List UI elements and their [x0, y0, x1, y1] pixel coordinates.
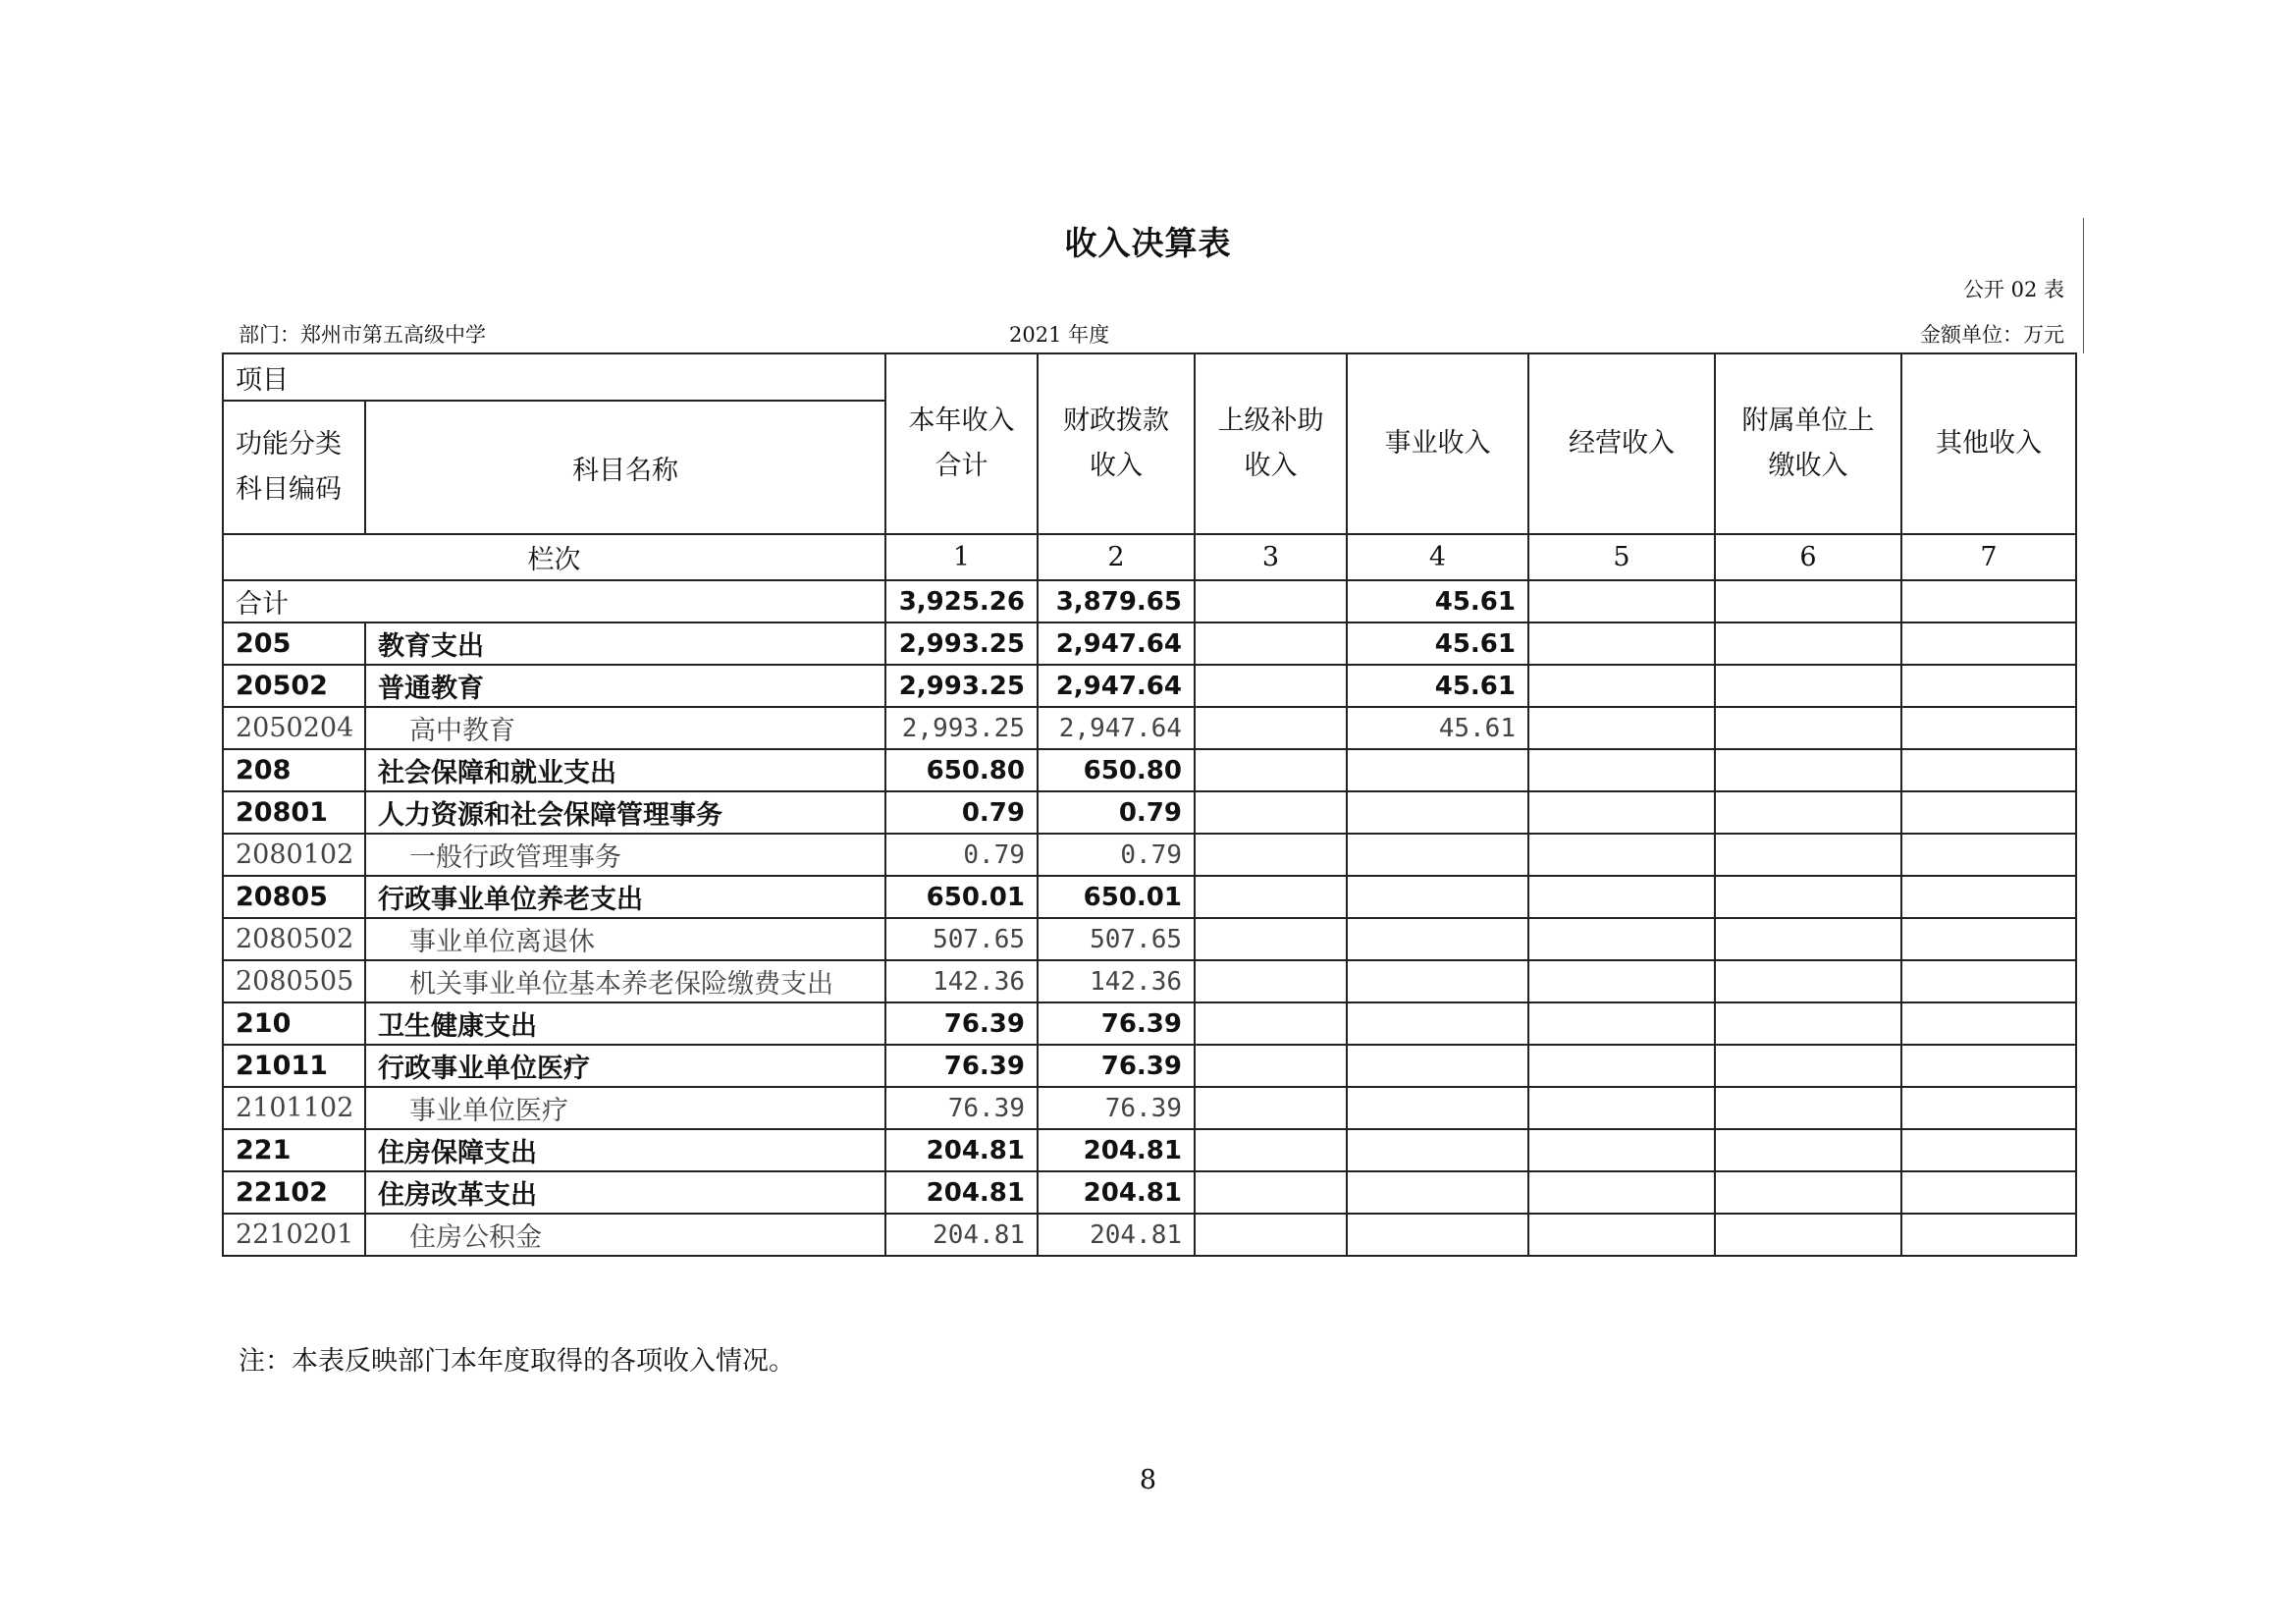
row-value: [1528, 665, 1715, 707]
margin-rule: [2083, 218, 2084, 353]
index-number: 3: [1195, 534, 1347, 580]
header-code: [223, 401, 365, 534]
total-value: [1195, 580, 1347, 623]
index-label: 栏次: [223, 534, 885, 580]
total-value: 3,925.26: [885, 580, 1038, 623]
row-value: [1901, 918, 2076, 960]
row-code: 221: [223, 1129, 365, 1171]
row-value: 76.39: [885, 1002, 1038, 1045]
row-value: [1715, 1002, 1901, 1045]
row-name: 一般行政管理事务: [365, 834, 885, 876]
row-value: [1347, 960, 1528, 1002]
row-code: 20801: [223, 791, 365, 834]
row-value: 650.80: [1038, 749, 1195, 791]
row-name: 高中教育: [365, 707, 885, 749]
department-label: 部门：郑州市第五高级中学: [239, 323, 486, 347]
row-value: [1195, 1129, 1347, 1171]
row-value: 76.39: [885, 1087, 1038, 1129]
row-value: [1347, 749, 1528, 791]
table-row: [223, 665, 2076, 707]
row-value: 2,947.64: [1038, 623, 1195, 665]
row-value: [1347, 1045, 1528, 1087]
row-value: [1715, 791, 1901, 834]
row-value: [1715, 960, 1901, 1002]
row-value: 2,947.64: [1038, 665, 1195, 707]
row-value: [1195, 1002, 1347, 1045]
row-code: 205: [223, 623, 365, 665]
row-value: 76.39: [1038, 1087, 1195, 1129]
row-name: 事业单位离退休: [365, 918, 885, 960]
header-col-7-line1: 其他收入: [1936, 428, 2042, 459]
row-value: [1901, 791, 2076, 834]
row-value: [1715, 834, 1901, 876]
row-value: [1528, 623, 1715, 665]
row-value: [1715, 1171, 1901, 1214]
row-value: [1901, 876, 2076, 918]
row-name: 住房保障支出: [365, 1129, 885, 1171]
row-value: [1715, 665, 1901, 707]
row-name: 行政事业单位养老支出: [365, 876, 885, 918]
row-value: [1901, 1045, 2076, 1087]
index-number: 7: [1901, 534, 2076, 580]
row-value: [1195, 1045, 1347, 1087]
header-col-5: [1528, 353, 1715, 534]
total-row: [223, 580, 2076, 623]
row-value: 0.79: [1038, 791, 1195, 834]
row-value: 2,993.25: [885, 665, 1038, 707]
header-name: 科目名称: [365, 401, 885, 534]
row-value: [1347, 1087, 1528, 1129]
row-code: 20502: [223, 665, 365, 707]
income-statement-table: [222, 352, 2077, 1257]
row-name: 住房公积金: [365, 1214, 885, 1256]
header-col-5-line1: 经营收入: [1569, 428, 1675, 459]
row-name: 机关事业单位基本养老保险缴费支出: [365, 960, 885, 1002]
row-value: [1347, 918, 1528, 960]
row-name: 行政事业单位医疗: [365, 1045, 885, 1087]
header-code-line1: 功能分类: [236, 429, 342, 460]
row-value: 45.61: [1347, 623, 1528, 665]
row-value: [1528, 1129, 1715, 1171]
row-value: [1195, 1171, 1347, 1214]
row-value: [1715, 749, 1901, 791]
row-value: [1347, 834, 1528, 876]
total-label: 合计: [223, 580, 885, 623]
row-value: [1347, 1002, 1528, 1045]
total-value: 45.61: [1347, 580, 1528, 623]
row-value: 76.39: [1038, 1002, 1195, 1045]
header-col-6: [1715, 353, 1901, 534]
amount-unit: 金额单位：万元: [1920, 323, 2064, 347]
row-value: [1195, 791, 1347, 834]
row-value: [1901, 960, 2076, 1002]
header-col-3-line1: 上级补助: [1217, 406, 1324, 436]
row-name: 社会保障和就业支出: [365, 749, 885, 791]
index-number: 2: [1038, 534, 1195, 580]
row-code: 22102: [223, 1171, 365, 1214]
row-value: 204.81: [1038, 1214, 1195, 1256]
row-value: [1901, 1002, 2076, 1045]
row-value: [1715, 1045, 1901, 1087]
row-value: [1347, 1171, 1528, 1214]
row-code: 210: [223, 1002, 365, 1045]
row-value: [1528, 749, 1715, 791]
index-row: [223, 534, 2076, 580]
row-value: [1528, 1171, 1715, 1214]
table-row: [223, 876, 2076, 918]
row-value: 0.79: [885, 834, 1038, 876]
row-value: [1528, 707, 1715, 749]
row-code: 2050204: [223, 707, 365, 749]
row-value: [1195, 749, 1347, 791]
row-value: [1195, 918, 1347, 960]
row-value: 650.01: [1038, 876, 1195, 918]
header-col-6-line1: 附属单位上: [1741, 406, 1875, 436]
header-col-6-line2: 缴收入: [1768, 451, 1848, 481]
table-row: [223, 749, 2076, 791]
header-col-1: [885, 353, 1038, 534]
row-value: [1347, 876, 1528, 918]
row-value: 204.81: [885, 1214, 1038, 1256]
row-value: [1195, 876, 1347, 918]
table-row: [223, 1214, 2076, 1256]
row-value: 45.61: [1347, 665, 1528, 707]
header-col-1-line1: 本年收入: [908, 406, 1015, 436]
header-code-line2: 科目编码: [236, 474, 342, 505]
table-row: [223, 707, 2076, 749]
row-value: [1528, 918, 1715, 960]
row-code: 2080502: [223, 918, 365, 960]
header-col-2: [1038, 353, 1195, 534]
row-value: 2,993.25: [885, 623, 1038, 665]
row-name: 住房改革支出: [365, 1171, 885, 1214]
row-value: [1901, 834, 2076, 876]
index-number: 1: [885, 534, 1038, 580]
table-row: [223, 1129, 2076, 1171]
row-value: [1195, 623, 1347, 665]
row-value: [1715, 1214, 1901, 1256]
row-value: [1528, 960, 1715, 1002]
row-value: [1528, 1045, 1715, 1087]
page-title: 收入决算表: [1064, 224, 1232, 262]
table-row: [223, 791, 2076, 834]
row-value: [1901, 1171, 2076, 1214]
row-value: [1195, 834, 1347, 876]
row-value: [1528, 1087, 1715, 1129]
row-name: 事业单位医疗: [365, 1087, 885, 1129]
row-value: 0.79: [885, 791, 1038, 834]
header-col-2-line2: 收入: [1090, 451, 1143, 481]
row-code: 2080505: [223, 960, 365, 1002]
total-value: [1715, 580, 1901, 623]
row-value: [1528, 1002, 1715, 1045]
row-value: 0.79: [1038, 834, 1195, 876]
row-value: [1195, 960, 1347, 1002]
row-name: 人力资源和社会保障管理事务: [365, 791, 885, 834]
header-col-4: [1347, 353, 1528, 534]
row-value: 2,993.25: [885, 707, 1038, 749]
table-row: [223, 623, 2076, 665]
footnote: 注：本表反映部门本年度取得的各项收入情况。: [239, 1346, 795, 1377]
row-value: [1195, 665, 1347, 707]
header-col-7: [1901, 353, 2076, 534]
header-col-2-line1: 财政拨款: [1063, 406, 1169, 436]
row-value: 142.36: [885, 960, 1038, 1002]
header-row-1: [223, 353, 2076, 401]
row-value: 507.65: [885, 918, 1038, 960]
row-value: 204.81: [1038, 1171, 1195, 1214]
row-value: [1347, 791, 1528, 834]
form-number: 公开 02 表: [1962, 278, 2064, 301]
row-name: 教育支出: [365, 623, 885, 665]
row-value: 142.36: [1038, 960, 1195, 1002]
row-value: [1901, 1214, 2076, 1256]
header-col-4-line1: 事业收入: [1384, 428, 1491, 459]
row-value: [1195, 707, 1347, 749]
index-number: 4: [1347, 534, 1528, 580]
table-row: [223, 1045, 2076, 1087]
row-code: 2210201: [223, 1214, 365, 1256]
row-value: [1528, 1214, 1715, 1256]
row-name: 卫生健康支出: [365, 1002, 885, 1045]
row-value: [1195, 1214, 1347, 1256]
row-value: [1528, 876, 1715, 918]
row-value: [1528, 791, 1715, 834]
fiscal-year: 2021 年度: [1009, 323, 1110, 347]
table-row: [223, 960, 2076, 1002]
header-col-1-line2: 合计: [934, 451, 988, 481]
row-value: [1901, 623, 2076, 665]
row-value: 650.80: [885, 749, 1038, 791]
table-row: [223, 918, 2076, 960]
row-value: [1715, 707, 1901, 749]
row-value: 76.39: [1038, 1045, 1195, 1087]
table-row: [223, 1002, 2076, 1045]
row-value: [1715, 876, 1901, 918]
row-value: [1347, 1214, 1528, 1256]
row-value: [1715, 1087, 1901, 1129]
header-col-3: [1195, 353, 1347, 534]
page-number: 8: [1139, 1465, 1157, 1495]
row-value: [1901, 665, 2076, 707]
row-value: [1901, 1087, 2076, 1129]
row-value: [1901, 707, 2076, 749]
header-item: 项目: [223, 353, 885, 401]
table-row: [223, 1171, 2076, 1214]
row-code: 20805: [223, 876, 365, 918]
row-value: 204.81: [1038, 1129, 1195, 1171]
row-value: 204.81: [885, 1171, 1038, 1214]
index-number: 6: [1715, 534, 1901, 580]
header-col-3-line2: 收入: [1244, 451, 1298, 481]
row-value: [1715, 918, 1901, 960]
row-value: 45.61: [1347, 707, 1528, 749]
row-value: 507.65: [1038, 918, 1195, 960]
table-row: [223, 1087, 2076, 1129]
row-value: 650.01: [885, 876, 1038, 918]
total-value: [1901, 580, 2076, 623]
row-name: 普通教育: [365, 665, 885, 707]
row-value: 204.81: [885, 1129, 1038, 1171]
row-value: [1347, 1129, 1528, 1171]
total-value: 3,879.65: [1038, 580, 1195, 623]
row-code: 208: [223, 749, 365, 791]
row-value: [1528, 834, 1715, 876]
row-value: [1901, 749, 2076, 791]
row-value: [1195, 1087, 1347, 1129]
row-value: [1901, 1129, 2076, 1171]
row-code: 2080102: [223, 834, 365, 876]
row-value: [1715, 623, 1901, 665]
row-value: 76.39: [885, 1045, 1038, 1087]
table-row: [223, 834, 2076, 876]
row-code: 2101102: [223, 1087, 365, 1129]
index-number: 5: [1528, 534, 1715, 580]
total-value: [1528, 580, 1715, 623]
row-value: 2,947.64: [1038, 707, 1195, 749]
row-value: [1715, 1129, 1901, 1171]
row-code: 21011: [223, 1045, 365, 1087]
